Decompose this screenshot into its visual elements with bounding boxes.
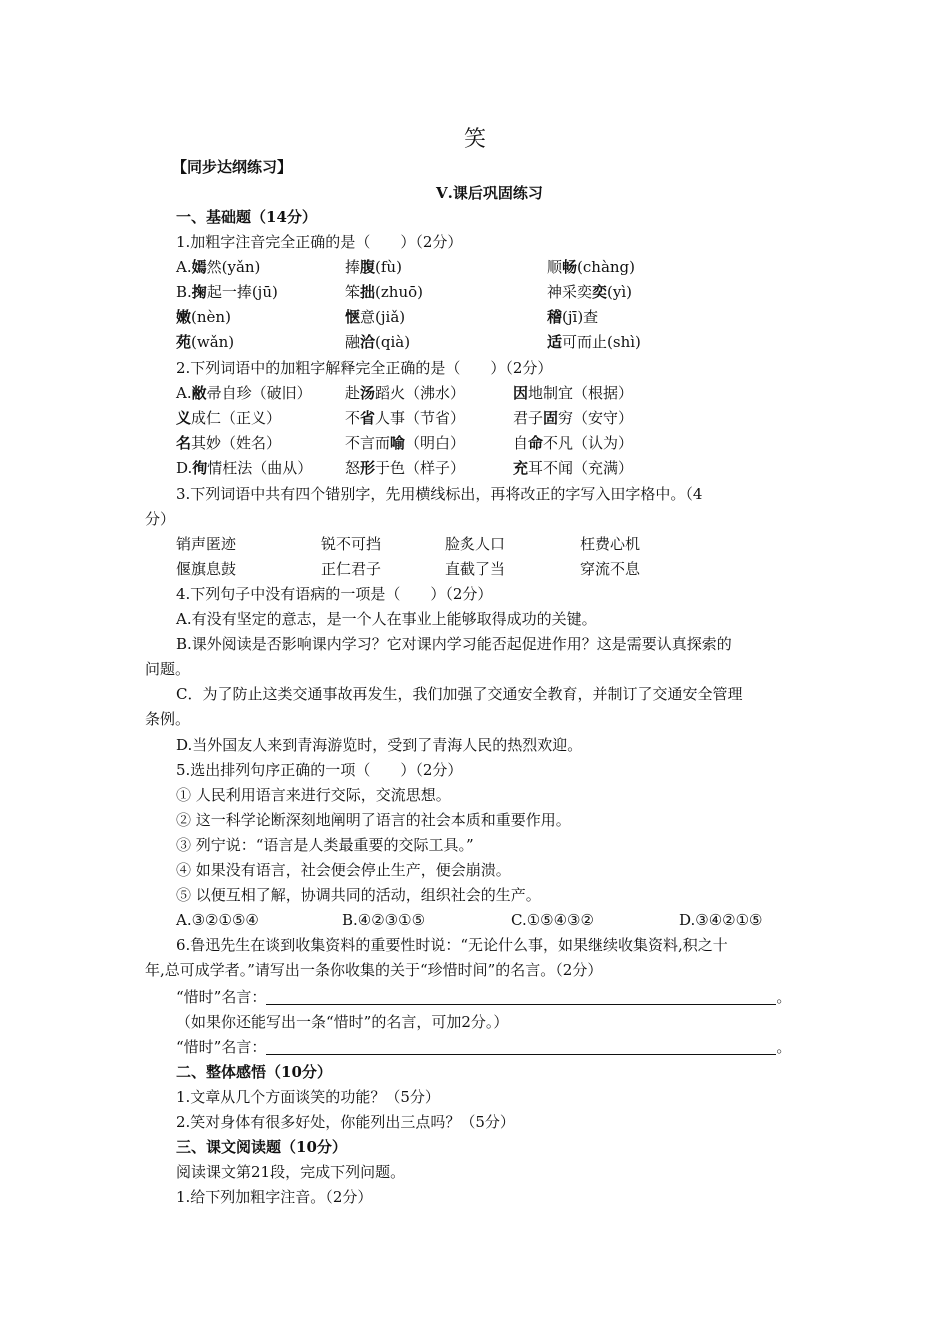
bold-character: 适	[547, 333, 563, 351]
q3-word: 锐不可挡	[321, 535, 382, 553]
bold-character: 形	[360, 459, 376, 477]
q2-option-item	[513, 407, 633, 429]
q3-word: 穿流不息	[580, 560, 641, 578]
q2-option-item	[176, 382, 312, 404]
item-suffix: (qià)	[375, 333, 411, 351]
answer-blank-2[interactable]	[266, 1038, 776, 1055]
q5-sentence-1: ① 人民利用语言来进行交际，交流思想。	[176, 786, 451, 804]
bold-character: 腹	[360, 258, 376, 276]
item-prefix: A.	[176, 258, 192, 276]
answer-blank-1[interactable]	[266, 988, 776, 1005]
q4-option-a: A.有没有坚定的意志，是一个人在事业上能够取得成功的关键。	[176, 610, 597, 628]
q1-option-item	[345, 306, 405, 328]
q1-option-item	[547, 306, 598, 328]
part3-q1: 1.给下列加粗字注音。（2分）	[176, 1188, 373, 1206]
q1-option-item	[176, 306, 231, 328]
q1-option-item	[547, 331, 641, 353]
q3-word: 销声匿迹	[176, 535, 237, 553]
section-tag: 【同步达纲练习】	[172, 158, 293, 176]
item-suffix: 然(yǎn)	[206, 258, 261, 276]
q5-stem: 5.选出排列句序正确的一项（ ）（2分）	[176, 761, 463, 779]
q5-sentence-2: ② 这一科学论断深刻地阐明了语言的社会本质和重要作用。	[176, 811, 571, 829]
quote-answer-2	[176, 1036, 791, 1058]
q4-option-b: B.课外阅读是否影响课内学习？它对课内学习能否起促进作用？这是需要认真探索的	[176, 635, 732, 653]
q4-stem: 4.下列句子中没有语病的一项是（ ）（2分）	[176, 585, 493, 603]
page-title: 笑	[463, 127, 486, 152]
q2-option-item	[345, 432, 465, 454]
item-suffix: 穷（安守）	[558, 409, 634, 427]
item-prefix: 自	[513, 434, 529, 452]
item-suffix: (nèn)	[191, 308, 231, 326]
bold-character: 名	[176, 434, 192, 452]
q6-stem-cont: 年,总可成学者。”请写出一条你收集的关于“珍惜时间”的名言。（2分）	[145, 961, 603, 979]
q6-bonus-note: （如果你还能写出一条“惜时”的名言，可加2分。）	[176, 1013, 509, 1031]
q2-option-item	[345, 457, 465, 479]
bold-character: 敝	[191, 384, 207, 402]
q5-option-d: D.③④②①⑤	[679, 911, 763, 929]
q4-option-c: C．为了防止这类交通事故再发生，我们加强了交通安全教育，并制订了交通安全管理	[176, 685, 743, 703]
bold-character: 拙	[360, 283, 376, 301]
item-prefix: 不	[345, 409, 361, 427]
item-prefix: 赴	[345, 384, 361, 402]
item-prefix: D.	[176, 459, 193, 477]
q1-option-item	[345, 256, 402, 278]
bold-character: 喻	[390, 434, 406, 452]
bold-character: 徇	[192, 459, 208, 477]
item-suffix: 蹈火（沸水）	[375, 384, 466, 402]
quote-label: “惜时”名言：	[176, 1038, 267, 1056]
item-prefix: 融	[345, 333, 361, 351]
item-suffix: 于色（样子）	[375, 459, 466, 477]
q3-word: 偃旗息鼓	[176, 560, 237, 578]
q2-option-item	[345, 407, 465, 429]
item-suffix: 其妙（姓名）	[191, 434, 282, 452]
q3-stem: 3.下列词语中共有四个错别字，先用横线标出，再将改正的字写入田字格中。（4	[176, 485, 703, 503]
item-prefix: 顺	[547, 258, 563, 276]
quote-answer-1	[176, 986, 791, 1008]
bold-character: 义	[176, 409, 192, 427]
q5-option-a: A.③②①⑤④	[176, 911, 259, 929]
q1-option-item	[345, 331, 410, 353]
item-suffix: 帚自珍（破旧）	[206, 384, 312, 402]
bold-character: 固	[543, 409, 559, 427]
sub-title: Ⅴ.课后巩固练习	[436, 184, 543, 202]
q2-option-item	[345, 382, 465, 404]
q3-word: 枉费心机	[580, 535, 641, 553]
bold-character: 省	[360, 409, 376, 427]
q3-stem-cont: 分）	[145, 510, 176, 528]
q2-option-item	[176, 457, 312, 479]
item-suffix: 不凡（认为）	[543, 434, 634, 452]
item-prefix: 神采奕	[547, 283, 593, 301]
bold-character: 畅	[562, 258, 578, 276]
quote-end: 。	[776, 1038, 792, 1056]
item-prefix: A.	[176, 384, 192, 402]
q2-stem: 2.下列词语中的加粗字解释完全正确的是（ ）（2分）	[176, 359, 553, 377]
q4-option-c-cont: 条例。	[145, 710, 191, 728]
item-suffix: (fù)	[375, 258, 402, 276]
bold-character: 因	[513, 384, 529, 402]
part3-heading: 三、课文阅读题（10分）	[176, 1138, 347, 1156]
q1-option-item	[176, 281, 278, 303]
bold-character: 掬	[191, 283, 207, 301]
item-prefix: 怒	[345, 459, 361, 477]
q1-option-item	[345, 281, 423, 303]
q5-option-b: B.④②③①⑤	[342, 911, 426, 929]
bold-character: 充	[513, 459, 529, 477]
part2-heading: 二、整体感悟（10分）	[176, 1063, 332, 1081]
q5-sentence-3: ③ 列宁说：“语言是人类最重要的交际工具。”	[176, 836, 474, 854]
part1-heading: 一、基础题（14分）	[176, 208, 317, 226]
q3-word: 直截了当	[445, 560, 506, 578]
bold-character: 惬	[345, 308, 361, 326]
item-suffix: 耳不闻（充满）	[528, 459, 634, 477]
quote-end: 。	[776, 988, 792, 1006]
q3-word: 正仁君子	[321, 560, 382, 578]
bold-character: 命	[528, 434, 544, 452]
bold-character: 嫣	[191, 258, 207, 276]
q1-option-item	[547, 256, 635, 278]
item-prefix: 笨	[345, 283, 361, 301]
bold-character: 苑	[176, 333, 192, 351]
item-suffix: 成仁（正义）	[191, 409, 282, 427]
item-prefix: 君子	[513, 409, 544, 427]
q5-option-c: C.①⑤④③②	[511, 911, 594, 929]
q4-option-b-cont: 问题。	[145, 660, 191, 678]
item-suffix: (yì)	[607, 283, 633, 301]
item-prefix: B.	[176, 283, 192, 301]
item-prefix: 不言而	[345, 434, 391, 452]
item-suffix: (wǎn)	[191, 333, 235, 351]
bold-character: 汤	[360, 384, 376, 402]
item-prefix: 捧	[345, 258, 361, 276]
q5-sentence-5: ⑤ 以便互相了解，协调共同的活动，组织社会的生产。	[176, 886, 541, 904]
q1-option-item	[176, 256, 260, 278]
q2-option-item	[176, 407, 281, 429]
q2-option-item	[513, 432, 633, 454]
bold-character: 奕	[592, 283, 608, 301]
q2-option-item	[513, 457, 633, 479]
item-suffix: 人事（节省）	[375, 409, 466, 427]
q1-option-item	[176, 331, 234, 353]
q3-word: 脸炙人口	[445, 535, 506, 553]
bold-character: 嫩	[176, 308, 192, 326]
q1-stem: 1.加粗字注音完全正确的是（ ）（2分）	[176, 233, 463, 251]
q2-option-item	[176, 432, 281, 454]
part2-q1: 1.文章从几个方面谈笑的功能？（5分）	[176, 1088, 440, 1106]
item-suffix: (zhuō)	[375, 283, 423, 301]
item-suffix: (chàng)	[577, 258, 636, 276]
bold-character: 稽	[547, 308, 563, 326]
item-suffix: (jī)查	[562, 308, 599, 326]
item-suffix: 地制宜（根据）	[528, 384, 634, 402]
item-suffix: 可而止(shì)	[562, 333, 641, 351]
item-suffix: 情枉法（曲从）	[207, 459, 313, 477]
q6-stem: 6.鲁迅先生在谈到收集资料的重要性时说：“无论什么事，如果继续收集资料,积之十	[176, 936, 728, 954]
item-suffix: 起一捧(jū)	[206, 283, 278, 301]
quote-label: “惜时”名言：	[176, 988, 267, 1006]
q2-option-item	[513, 382, 633, 404]
item-suffix: （明白）	[405, 434, 466, 452]
q5-sentence-4: ④ 如果没有语言，社会便会停止生产，便会崩溃。	[176, 861, 511, 879]
bold-character: 洽	[360, 333, 376, 351]
part3-intro: 阅读课文第21段，完成下列问题。	[176, 1163, 406, 1181]
item-suffix: 意(jiǎ)	[360, 308, 406, 326]
q1-option-item	[547, 281, 632, 303]
q4-option-d: D.当外国友人来到青海游览时，受到了青海人民的热烈欢迎。	[176, 736, 583, 754]
part2-q2: 2.笑对身体有很多好处，你能列出三点吗？（5分）	[176, 1113, 515, 1131]
